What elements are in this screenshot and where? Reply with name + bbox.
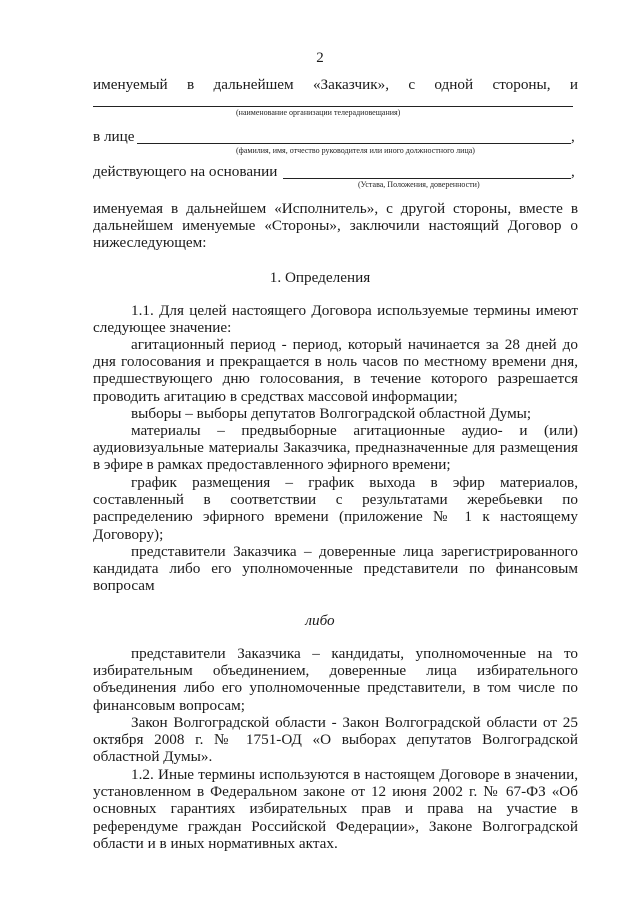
intro-word: дальнейшем <box>213 76 294 93</box>
org-name-blank <box>93 106 573 107</box>
clause-1-1: 1.1. Для целей настоящего Договора используемые термины имеют следующее значение: <box>93 302 578 337</box>
basis-blank <box>283 178 571 179</box>
intro-line-1 <box>93 76 578 93</box>
definition-regional-law: Закон Волгоградской области - Закон Волгоградской области от 25 октября 2008 г. № 1751-ОД «О выборах депутатов Волгоградской областной Думы». <box>93 714 578 766</box>
page-number: 2 <box>316 50 324 66</box>
clause-1-2: 1.2. Иные термины используются в настоящем Договоре в значении, установленном в Федеральном законе от 12 июня 2002 г. № 67-ФЗ «Об основных гарантиях избирательных прав и права на участие в референдуме граждан Российской Федерации», Законе Волгоградской области и в иных нормативных актах. <box>93 766 578 852</box>
definition-materials: материалы – предвыборные агитационные аудио- и (или) аудиовизуальные материалы Заказчика, предназначенные для размещения в эфире в рамках предоставленного эфирного времени; <box>93 422 578 474</box>
basis-comma: , <box>571 163 575 180</box>
section-heading: 1. Определения <box>269 269 371 286</box>
in-person-label: в лице <box>93 128 135 145</box>
either-word: либо <box>305 612 335 629</box>
intro-word: и <box>569 76 578 93</box>
definition-schedule: график размещения – график выхода в эфир материалов, составленный в соответствии с результатами жеребьевки по распределению эфирного времени (приложение № 1 к настоящему Договору); <box>93 474 578 543</box>
person-name-blank <box>137 143 571 144</box>
in-person-comma: , <box>571 128 575 145</box>
definition-representatives-a: представители Заказчика – доверенные лица зарегистрированного кандидата либо его уполномоченные представители по финансовым вопросам <box>93 543 578 595</box>
intro-word: в <box>187 76 195 93</box>
basis-label: действующего на основании <box>93 163 278 180</box>
caption-basis: (Устава, Положения, доверенности) <box>358 180 480 189</box>
executor-paragraph: именуемая в дальнейшем «Исполнитель», с другой стороны, вместе в дальнейшем именуемые «Стороны», заключили настоящий Договор о нижеследующем: <box>93 200 578 252</box>
definition-agitation-period: агитационный период - период, который начинается за 28 дней до дня голосования и прекращается в ноль часов по местному времени дня, предшествующего дню голосования, в течение которого разрешается проводить агитацию в средствах массовой информации; <box>93 336 578 405</box>
definition-elections: выборы – выборы депутатов Волгоградской областной Думы; <box>131 405 532 422</box>
caption-org: (наименование организации телерадиовещания) <box>236 108 401 117</box>
caption-person: (фамилия, имя, отчество руководителя или иного должностного лица) <box>236 146 475 155</box>
intro-word: именуемый <box>93 76 168 93</box>
intro-word: одной <box>434 76 474 93</box>
intro-word: «Заказчик», <box>312 76 390 93</box>
intro-word: с <box>408 76 416 93</box>
intro-word: стороны, <box>492 76 551 93</box>
definition-representatives-b: представители Заказчика – кандидаты, уполномоченные на то избирательным объединением, доверенные лица избирательного объединения либо его уполномоченные представители, в том числе по финансовым вопросам; <box>93 645 578 714</box>
